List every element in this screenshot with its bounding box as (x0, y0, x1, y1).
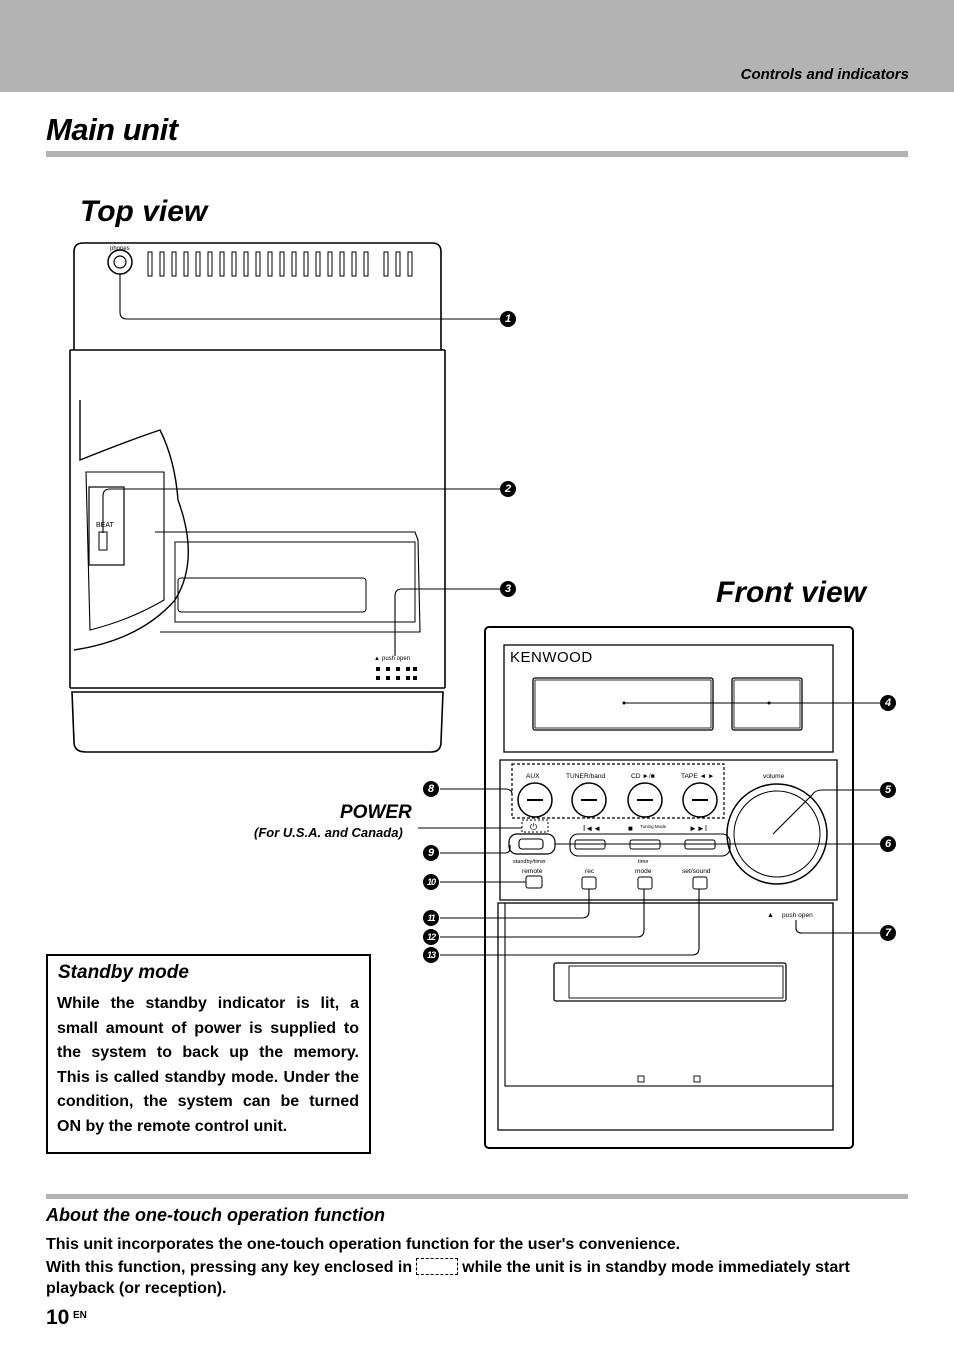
mode-label: mode (635, 868, 652, 875)
power-note: (For U.S.A. and Canada) (254, 825, 403, 840)
remote-label: remote (522, 868, 543, 875)
callout-13: 13 (423, 947, 439, 963)
callout-5: 5 (880, 782, 896, 798)
top-view-title: Top view (80, 195, 208, 228)
one-touch-line-2-end: while the unit is in standby mode immediately start (462, 1259, 850, 1276)
skip-forward-label: ►►I (689, 824, 708, 833)
rec-label: rec (585, 868, 595, 875)
set-sound-label: set/sound (682, 868, 711, 875)
standby-mode-text: While the standby indicator is lit, a small amount of power is supplied to the system to back up the memory. This is called standby mode. Under the condition, the system can be turned ON by the remote control unit. (57, 995, 359, 1135)
page-language: EN (73, 1310, 87, 1321)
kenwood-logo: KENWOOD (510, 649, 593, 666)
page-title: Main unit (46, 112, 178, 147)
callout-3: 3 (500, 581, 516, 597)
callout-11: 11 (423, 910, 439, 926)
skip-back-label: I◄◄ (583, 824, 602, 833)
volume-label: volume (763, 773, 785, 780)
page-number: 10 (46, 1306, 70, 1329)
vent-slots (148, 252, 412, 276)
power-label: POWER (340, 802, 412, 823)
standby-mode-box (46, 954, 371, 1154)
power-symbol: ⏻ (530, 822, 538, 832)
aux-label: AUX (526, 773, 540, 780)
push-open-front-label: push open (782, 912, 813, 919)
eject-icon: ▲ (767, 912, 774, 919)
cd-label: CD ►/■ (631, 773, 655, 780)
speaker-grid-dots (376, 667, 417, 680)
callout-10: 10 (423, 874, 439, 890)
beat-label: BEAT (96, 522, 114, 529)
callout-8: 8 (423, 781, 439, 797)
callout-9: 9 (423, 845, 439, 861)
dashed-key-icon (416, 1258, 458, 1275)
phones-label: phones (110, 246, 130, 252)
callout-1: 1 (500, 311, 516, 327)
callout-4: 4 (880, 695, 896, 711)
front-view-title: Front view (716, 576, 867, 609)
section-label: Controls and indicators (740, 66, 909, 83)
stop-label: ■ (628, 824, 633, 833)
push-open-label-top: push open (382, 656, 411, 662)
tuner-band-label: TUNER/band (566, 773, 606, 780)
one-touch-title: About the one-touch operation function (46, 1205, 385, 1225)
callout-6: 6 (880, 836, 896, 852)
callout-12: 12 (423, 929, 439, 945)
push-open-top-label: ▲ (374, 656, 380, 662)
tape-label: TAPE ◄ ► (681, 773, 715, 780)
one-touch-line-1: This unit incorporates the one-touch operation function for the user's convenience. (46, 1236, 681, 1253)
section-rule (46, 1194, 908, 1199)
standby-timer-label: standby/timer (513, 859, 547, 865)
callout-2: 2 (500, 481, 516, 497)
standby-mode-title: Standby mode (58, 962, 189, 983)
tuning-mode-label: Tuning Mode (640, 824, 667, 829)
callout-7: 7 (880, 925, 896, 941)
one-touch-line-2-start: With this function, pressing any key enclosed in (46, 1259, 413, 1276)
time-label: time (638, 859, 649, 865)
one-touch-line-2 (46, 1258, 850, 1277)
one-touch-line-3: playback (or reception). (46, 1280, 227, 1297)
